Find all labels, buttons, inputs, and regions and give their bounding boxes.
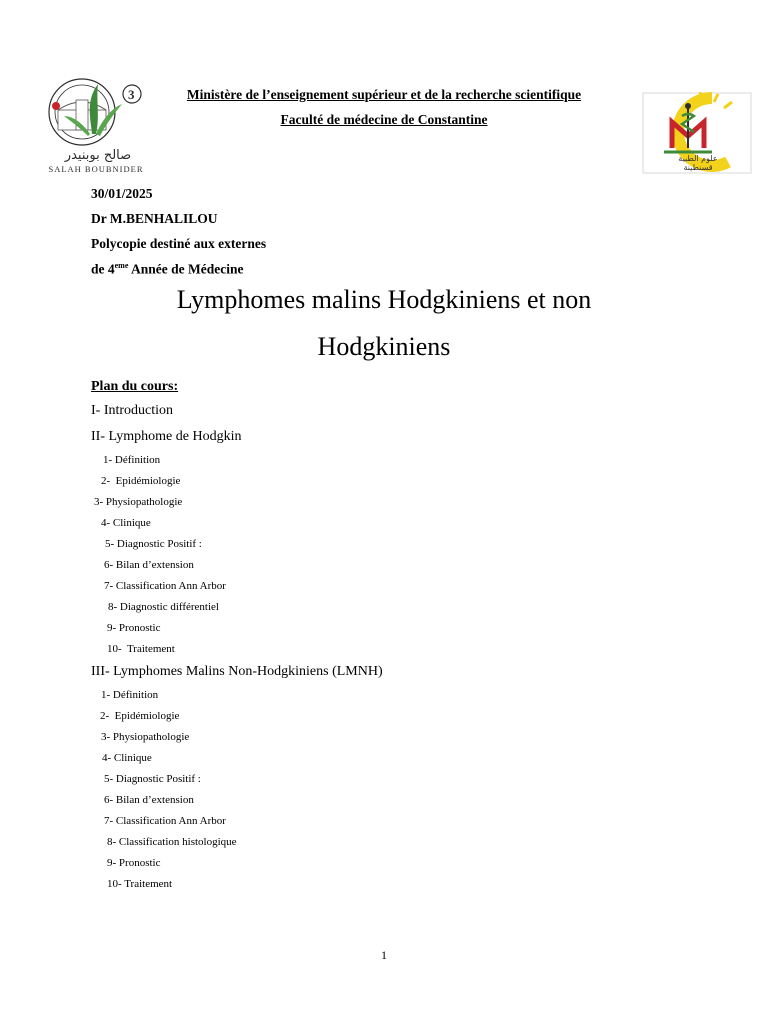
list-item: 6- Bilan d’extension [104,794,194,806]
document-title-line1: Lymphomes malins Hodgkiniens et non [176,285,592,314]
faculty-logo [642,92,752,174]
svg-text:3: 3 [128,87,135,102]
section-hodgkin: II- Lymphome de Hodgkin [91,429,242,444]
list-item: 3- Physiopathologie [94,496,183,508]
faculty-header: Faculté de médecine de Constantine [280,112,488,127]
list-item: 6- Bilan d’extension [104,559,194,571]
section-lmnh: III- Lymphomes Malins Non-Hodgkiniens (LMNH) [91,664,383,679]
list-item: 2- Epidémiologie [101,475,181,487]
list-item: 9- Pronostic [107,622,161,634]
list-item: 5- Diagnostic Positif : [104,773,201,785]
year-prefix: de 4 [91,261,115,277]
list-item: 1- Définition [103,454,161,466]
list-item: 7- Classification Ann Arbor [104,580,226,592]
list-item: 5- Diagnostic Positif : [105,538,202,550]
document-date: 30/01/2025 [91,186,153,201]
list-item: 9- Pronostic [107,857,161,869]
document-author: Dr M.BENHALILOU [91,211,218,226]
year-suffix: Année de Médecine [128,261,244,277]
ministry-header: Ministère de l’enseignement supérieur et de la recherche scientifique [186,87,582,102]
document-title-line2: Hodgkiniens [317,332,451,361]
list-item: 4- Clinique [102,752,152,764]
document-audience: Polycopie destiné aux externes [91,236,267,251]
section-introduction: I- Introduction [91,403,174,418]
list-item: 8- Classification histologique [107,836,237,848]
list-item: 2- Epidémiologie [100,710,180,722]
list-item: 10- Traitement [107,643,175,655]
list-item: 1- Définition [101,689,159,701]
plan-heading: Plan du cours: [91,379,179,394]
document-year [91,261,244,278]
university-arabic-name: صالح بوبنيدر [64,148,132,163]
university-latin-name: SALAH BOUBNIDER [48,164,144,174]
year-superscript: eme [114,261,129,270]
list-item: 7- Classification Ann Arbor [104,815,226,827]
faculty-arabic-name: علوم الطبية قسنطينة [678,154,718,172]
list-item: 10- Traitement [107,878,173,890]
list-item: 8- Diagnostic différentiel [108,601,219,613]
page-number: 1 [381,948,387,962]
list-item: 4- Clinique [101,517,151,529]
list-item: 3- Physiopathologie [101,731,190,743]
